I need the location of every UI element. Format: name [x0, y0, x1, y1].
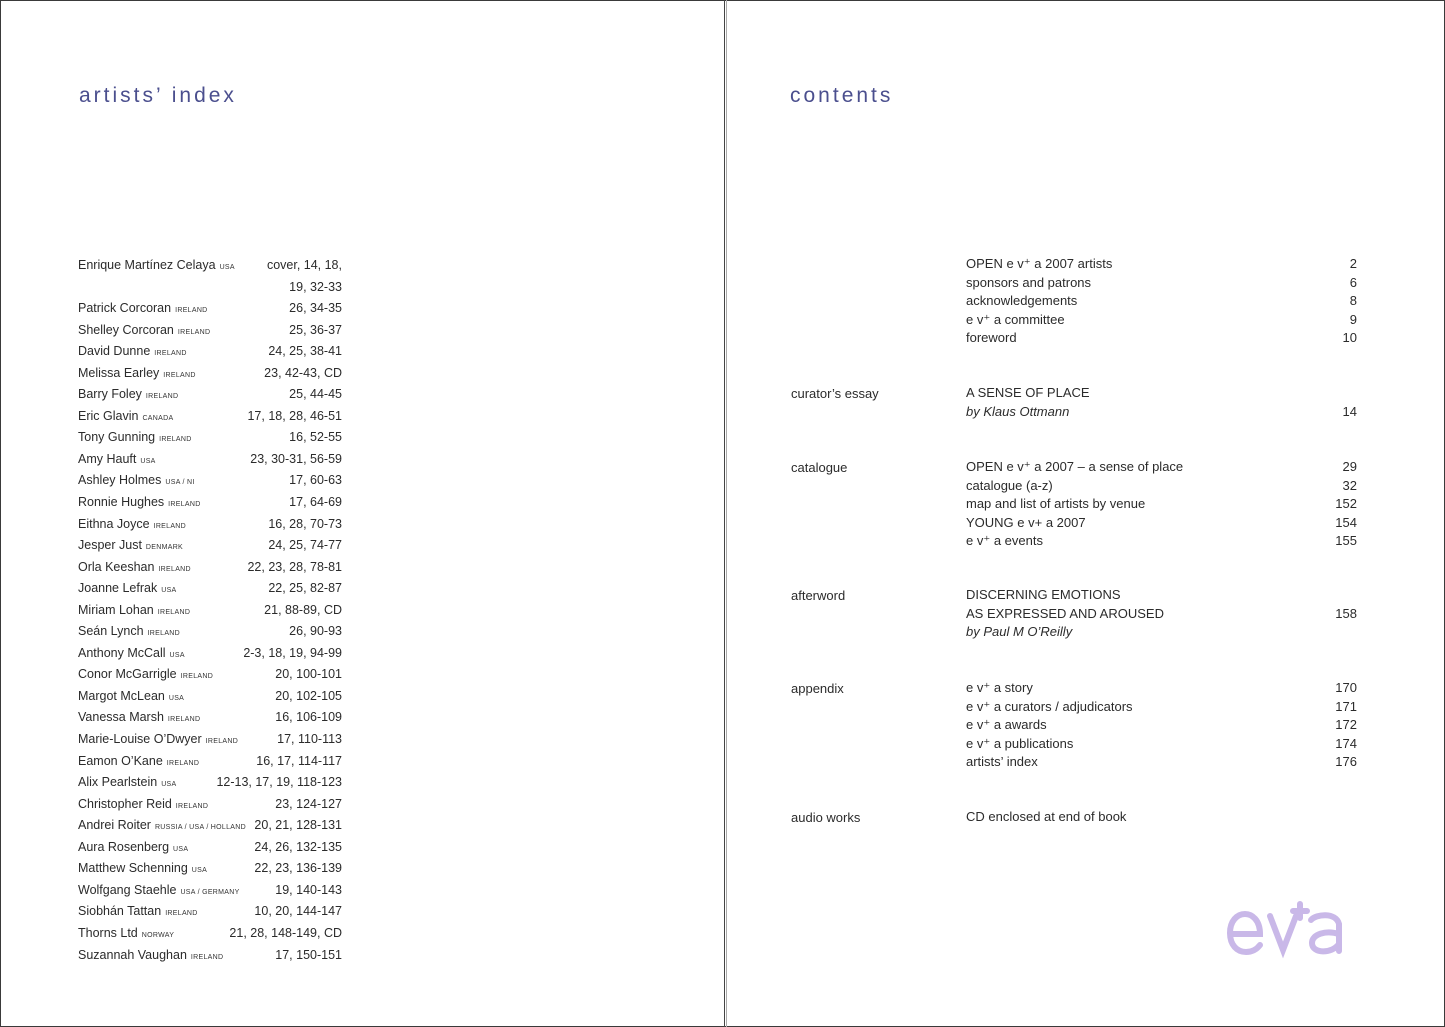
- artist-name: Tony Gunning: [78, 430, 156, 445]
- artist-pages: 19, 140-143: [275, 882, 342, 897]
- artist-row: [78, 797, 342, 819]
- contents-entry[interactable]: [966, 495, 1357, 514]
- artist-row: [78, 754, 342, 776]
- artist-entry: [78, 603, 190, 617]
- artist-country: USA: [191, 867, 208, 875]
- entry-title: e v⁺ a curators / adjudicators: [966, 698, 1133, 714]
- entry-title: e v⁺ a events: [966, 533, 1043, 548]
- artist-row: [78, 323, 342, 345]
- artist-pages: 24, 26, 132-135: [254, 839, 342, 854]
- artist-row: [78, 452, 342, 474]
- artist-country: IRELAND: [167, 716, 201, 724]
- artist-row: [78, 538, 342, 560]
- artist-name: Amy Hauft: [78, 451, 137, 466]
- entry-title: map and list of artists by venue: [966, 496, 1146, 511]
- artist-country: IRELAND: [163, 371, 196, 379]
- artist-country: IRELAND: [205, 738, 239, 746]
- entry-page-number: [1327, 623, 1357, 642]
- artist-country: USA: [168, 694, 185, 702]
- contents-entry[interactable]: [966, 403, 1357, 422]
- artist-name: Suzannah Vaughan: [78, 947, 187, 962]
- artist-name: Patrick Corcoran: [78, 301, 172, 316]
- artist-pages: 25, 44-45: [289, 387, 342, 402]
- entry-title: sponsors and patrons: [966, 274, 1092, 290]
- contents-entry[interactable]: [966, 808, 1357, 827]
- entry-page-number: [1327, 586, 1357, 605]
- entry-page-number: 29: [1342, 459, 1357, 474]
- artist-row: [78, 667, 342, 689]
- artist-country: USA / GERMANY: [180, 888, 240, 896]
- artist-entry: [78, 689, 184, 703]
- artist-country: IRELAND: [158, 565, 191, 573]
- contents-entry[interactable]: [966, 329, 1357, 348]
- entry-page-number: 158: [1335, 605, 1357, 621]
- artist-name: Siobhán Tattan: [78, 904, 162, 919]
- artist-row: [78, 904, 342, 926]
- artist-entry: [78, 818, 246, 832]
- artist-entry: [78, 775, 177, 789]
- artist-country: IRELAND: [147, 630, 181, 638]
- artist-entry: [78, 754, 199, 768]
- artist-pages: 17, 110-113: [277, 732, 342, 747]
- entry-title: e v⁺ a publications: [966, 735, 1074, 751]
- artist-entry: [78, 280, 82, 294]
- entry-title: acknowledgements: [966, 293, 1078, 308]
- artist-country: NORWAY: [141, 931, 175, 939]
- artist-row: [78, 689, 342, 711]
- artist-name: Enrique Martínez Celaya: [78, 258, 216, 272]
- section-entries: [966, 808, 1357, 827]
- artist-country: RUSSIA / USA / HOLLAND: [154, 824, 246, 832]
- artist-name: Margot McLean: [78, 688, 165, 703]
- artist-name: Melissa Earley: [78, 365, 160, 380]
- artist-country: IRELAND: [180, 673, 214, 681]
- entry-page-number: 6: [1349, 274, 1357, 290]
- artist-row: [78, 840, 342, 862]
- artist-entry: [78, 387, 178, 401]
- entry-title: e v⁺ a awards: [966, 717, 1047, 732]
- entry-title: artists’ index: [966, 754, 1038, 769]
- artist-name: Eithna Joyce: [78, 516, 150, 531]
- artist-entry: [78, 861, 207, 875]
- contents-entry[interactable]: [966, 735, 1357, 754]
- artist-row: [78, 495, 342, 517]
- artist-country: USA: [169, 651, 185, 659]
- entry-title: AS EXPRESSED AND AROUSED: [966, 605, 1164, 621]
- artist-row: [78, 624, 342, 646]
- artist-name: Ashley Holmes: [78, 473, 162, 488]
- artist-entry: [78, 667, 213, 681]
- artist-row: [78, 732, 342, 754]
- artist-entry: [78, 710, 200, 724]
- artist-name: Marie-Louise O’Dwyer: [78, 732, 202, 747]
- artist-country: IRELAND: [159, 436, 192, 444]
- artist-entry: [78, 840, 188, 854]
- section-entries: [966, 586, 1357, 642]
- section-entries: [966, 679, 1357, 772]
- artist-pages: 22, 25, 82-87: [268, 581, 342, 596]
- artist-country: IRELAND: [165, 910, 198, 918]
- artist-pages: 16, 106-109: [275, 710, 342, 725]
- entry-page-number: 2: [1349, 256, 1357, 271]
- section-label: curator’s essay: [791, 386, 879, 401]
- artist-row: [78, 775, 342, 797]
- artist-pages: 22, 23, 28, 78-81: [247, 559, 342, 574]
- entry-page-number: [1327, 808, 1357, 827]
- entry-title: catalogue (a-z): [966, 477, 1053, 493]
- artist-entry: [78, 366, 196, 380]
- artist-row: [78, 517, 342, 539]
- entry-page-number: 9: [1349, 311, 1357, 327]
- entry-title: OPEN e v⁺ a 2007 artists: [966, 256, 1113, 271]
- artist-row: [78, 430, 342, 452]
- artist-name: Wolfgang Staehle: [78, 882, 177, 897]
- artist-country: IRELAND: [177, 328, 211, 336]
- contents-entry[interactable]: [966, 311, 1357, 330]
- section-entries: [966, 255, 1357, 348]
- artist-entry: [78, 473, 195, 487]
- artist-entry: [78, 926, 174, 940]
- artist-pages: 17, 18, 28, 46-51: [247, 408, 342, 423]
- artist-row: [78, 603, 342, 625]
- artist-row: [78, 280, 342, 302]
- contents-title: contents: [790, 84, 894, 107]
- artist-row: [78, 366, 342, 388]
- artist-pages: 23, 124-127: [275, 796, 342, 811]
- artist-name: Shelley Corcoran: [78, 322, 174, 337]
- artist-name: Eric Glavin: [78, 408, 139, 423]
- contents-entry[interactable]: [966, 458, 1357, 477]
- artist-pages: 16, 17, 114-117: [256, 753, 342, 768]
- artist-name: Seán Lynch: [78, 624, 144, 639]
- contents-entry[interactable]: [966, 623, 1357, 642]
- artist-entry: [78, 904, 198, 918]
- artist-entry: [78, 301, 208, 315]
- artist-country: USA: [140, 457, 156, 465]
- artist-pages: 20, 100-101: [275, 667, 342, 682]
- entry-page-number: 154: [1335, 514, 1357, 530]
- contents-entry[interactable]: [966, 255, 1357, 274]
- contents-entry[interactable]: [966, 514, 1357, 533]
- artist-pages: 21, 28, 148-149, CD: [229, 925, 342, 940]
- artist-entry: [78, 581, 177, 595]
- artist-row: [78, 861, 342, 883]
- artist-country: IRELAND: [145, 393, 179, 401]
- entry-page-number: 10: [1342, 330, 1357, 345]
- artist-entry: [78, 646, 185, 660]
- entry-page-number: 170: [1335, 680, 1357, 695]
- artist-pages: 23, 30-31, 56-59: [250, 451, 342, 466]
- artist-name: Alix Pearlstein: [78, 775, 158, 790]
- contents-entry[interactable]: [966, 274, 1357, 293]
- entry-page-number: 171: [1335, 698, 1357, 714]
- artist-country: USA: [219, 264, 235, 271]
- artist-row: [78, 560, 342, 582]
- entry-page-number: 32: [1342, 477, 1357, 493]
- artist-pages: 26, 90-93: [289, 624, 342, 639]
- artist-entry: [78, 624, 180, 638]
- artist-country: IRELAND: [190, 953, 224, 961]
- artist-entry: [78, 495, 201, 509]
- artist-pages: 17, 60-63: [289, 473, 342, 488]
- artist-pages: cover, 14, 18,: [266, 258, 342, 272]
- contents-entry[interactable]: [966, 679, 1357, 698]
- artist-country: IRELAND: [154, 350, 187, 358]
- artist-entry: [78, 323, 210, 337]
- entry-page-number: 14: [1342, 403, 1357, 419]
- artist-country: USA / NI: [165, 479, 195, 487]
- entry-title: foreword: [966, 330, 1017, 345]
- artist-pages: 12-13, 17, 19, 118-123: [216, 775, 342, 790]
- artist-country: USA: [173, 845, 189, 853]
- artist-entry: [78, 517, 186, 531]
- artist-row: [78, 926, 342, 948]
- artist-name: Matthew Schenning: [78, 861, 188, 876]
- contents-entry[interactable]: [966, 753, 1357, 772]
- entry-page-number: 172: [1335, 717, 1357, 732]
- artist-name: Barry Foley: [78, 387, 142, 402]
- artist-pages: 22, 23, 136-139: [254, 861, 342, 876]
- entry-page-number: 176: [1335, 754, 1357, 769]
- contents-entry[interactable]: [966, 384, 1357, 403]
- artists-index-title: artists’ index: [79, 84, 237, 107]
- artist-name: Jesper Just: [78, 538, 142, 553]
- artist-entry: [78, 883, 240, 897]
- artist-country: CANADA: [142, 414, 174, 422]
- entry-page-number: 174: [1335, 735, 1357, 751]
- artist-row: [78, 301, 342, 323]
- entry-title: DISCERNING EMOTIONS: [966, 587, 1121, 602]
- artist-pages: 16, 28, 70-73: [268, 516, 342, 531]
- artist-country: DENMARK: [145, 544, 184, 552]
- artist-row: [78, 344, 342, 366]
- contents-entry[interactable]: [966, 605, 1357, 624]
- artist-row: [78, 883, 342, 905]
- artist-name: Joanne Lefrak: [78, 581, 158, 596]
- artist-row: [78, 409, 342, 431]
- artist-pages: 2-3, 18, 19, 94-99: [243, 645, 342, 660]
- artist-pages: 25, 36-37: [289, 322, 342, 337]
- artist-pages: 21, 88-89, CD: [264, 602, 342, 617]
- entry-title: by Klaus Ottmann: [966, 403, 1070, 419]
- artist-pages: 16, 52-55: [289, 430, 342, 445]
- artist-entry: [78, 732, 238, 746]
- artist-entry: [78, 538, 183, 552]
- entry-title: A SENSE OF PLACE: [966, 385, 1090, 400]
- entry-title: e v⁺ a committee: [966, 311, 1065, 327]
- page-gutter: [724, 0, 727, 1027]
- section-entries: [966, 384, 1357, 421]
- contents-entry[interactable]: [966, 477, 1357, 496]
- artist-row: [78, 948, 342, 970]
- contents-entry[interactable]: [966, 292, 1357, 311]
- artist-entry: [78, 452, 156, 466]
- artist-row: [78, 710, 342, 732]
- artist-pages: 26, 34-35: [289, 301, 342, 316]
- artist-country: IRELAND: [175, 307, 208, 315]
- artist-name: Ronnie Hughes: [78, 495, 165, 510]
- artist-name: Anthony McCall: [78, 645, 166, 660]
- artist-pages: 20, 21, 128-131: [254, 818, 342, 833]
- entry-title: OPEN e v⁺ a 2007 – a sense of place: [966, 459, 1184, 474]
- contents-entry[interactable]: [966, 586, 1357, 605]
- section-label: catalogue: [791, 460, 848, 475]
- artist-country: USA: [161, 587, 177, 595]
- artist-name: Eamon O’Kane: [78, 753, 163, 768]
- artist-name: Aura Rosenberg: [78, 839, 170, 854]
- artist-name: Andrei Roiter: [78, 818, 151, 833]
- artists-index-list: [78, 258, 342, 969]
- artist-row: [78, 258, 342, 280]
- entry-title: YOUNG e v+ a 2007: [966, 514, 1086, 530]
- section-label: audio works: [791, 810, 861, 825]
- artist-pages: 20, 102-105: [275, 688, 342, 703]
- artist-name: David Dunne: [78, 344, 151, 359]
- artist-pages: 24, 25, 38-41: [268, 344, 342, 359]
- entry-page-number: 8: [1349, 293, 1357, 308]
- contents-entry[interactable]: [966, 698, 1357, 717]
- artist-row: [78, 387, 342, 409]
- artist-entry: [78, 430, 192, 444]
- artist-entry: [78, 344, 187, 358]
- eva-logo: [1226, 896, 1360, 960]
- artist-row: [78, 473, 342, 495]
- section-label: appendix: [791, 681, 844, 696]
- artist-country: IRELAND: [157, 608, 191, 616]
- artist-entry: [78, 258, 235, 272]
- section-label: afterword: [791, 588, 846, 603]
- entry-title: CD enclosed at end of book: [966, 809, 1127, 824]
- entry-page-number: 155: [1335, 533, 1357, 548]
- artist-pages: 23, 42-43, CD: [264, 365, 342, 380]
- artist-name: Conor McGarrigle: [78, 667, 177, 682]
- artist-row: [78, 581, 342, 603]
- entry-title: by Paul M O’Reilly: [966, 624, 1073, 639]
- entry-page-number: [1327, 384, 1357, 403]
- entry-page-number: 152: [1335, 496, 1357, 511]
- artist-name: Orla Keeshan: [78, 559, 155, 574]
- artist-country: IRELAND: [175, 802, 209, 810]
- contents-entry[interactable]: [966, 532, 1357, 551]
- contents-entry[interactable]: [966, 716, 1357, 735]
- artist-pages: 10, 20, 144-147: [254, 904, 342, 919]
- artist-entry: [78, 560, 191, 574]
- artist-country: USA: [161, 781, 177, 789]
- entry-title: e v⁺ a story: [966, 680, 1033, 695]
- artist-entry: [78, 797, 208, 811]
- artist-country: IRELAND: [153, 522, 187, 530]
- artist-name: Thorns Ltd: [78, 925, 138, 940]
- artist-pages: 17, 64-69: [289, 495, 342, 510]
- artist-name: Miriam Lohan: [78, 602, 154, 617]
- artist-pages: 24, 25, 74-77: [268, 538, 342, 553]
- artist-pages: 19, 32-33: [289, 279, 342, 294]
- artist-name: Christopher Reid: [78, 796, 172, 811]
- section-entries: [966, 458, 1357, 551]
- artist-entry: [78, 948, 223, 962]
- artist-country: IRELAND: [166, 759, 200, 767]
- artist-country: IRELAND: [168, 501, 201, 509]
- artist-entry: [78, 409, 173, 423]
- artist-name: Vanessa Marsh: [78, 710, 164, 725]
- artist-row: [78, 818, 342, 840]
- artist-row: [78, 646, 342, 668]
- artist-pages: 17, 150-151: [275, 947, 342, 962]
